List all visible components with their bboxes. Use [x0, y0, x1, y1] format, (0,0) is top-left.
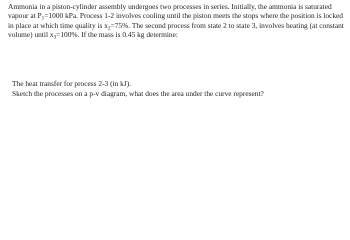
problem-mass-text: =100%. If the mass is 0.45 kg determine: [56, 30, 178, 40]
problem-paragraph [8, 2, 344, 40]
x2-subscript: 2 [107, 25, 111, 32]
question-pv-diagram: Sketch the processes on a p-v diagram, what does the area under the curve represent? [12, 88, 264, 98]
question-list [12, 79, 344, 98]
p1-subscript: 1 [41, 15, 45, 22]
problem-statement [8, 2, 344, 40]
question-heat-transfer: The heat transfer for process 2-3 (in kJ). [12, 79, 132, 88]
problem-pressure-text: =1000 kPa. Process 1-2 involves cooling until the piston meets the stops where the position is locked in place at which time quality is x [8, 11, 343, 30]
problem-process-text: =75%. The second process from state 2 to state 3, involves heating (at constant volume) until x [8, 20, 344, 40]
problem-intro-text: Ammonia in a piston-cylinder assembly undergoes two processes in series. Initially, the ammonia is saturated vapour at P [8, 2, 332, 21]
x3-subscript: 3 [53, 34, 57, 41]
